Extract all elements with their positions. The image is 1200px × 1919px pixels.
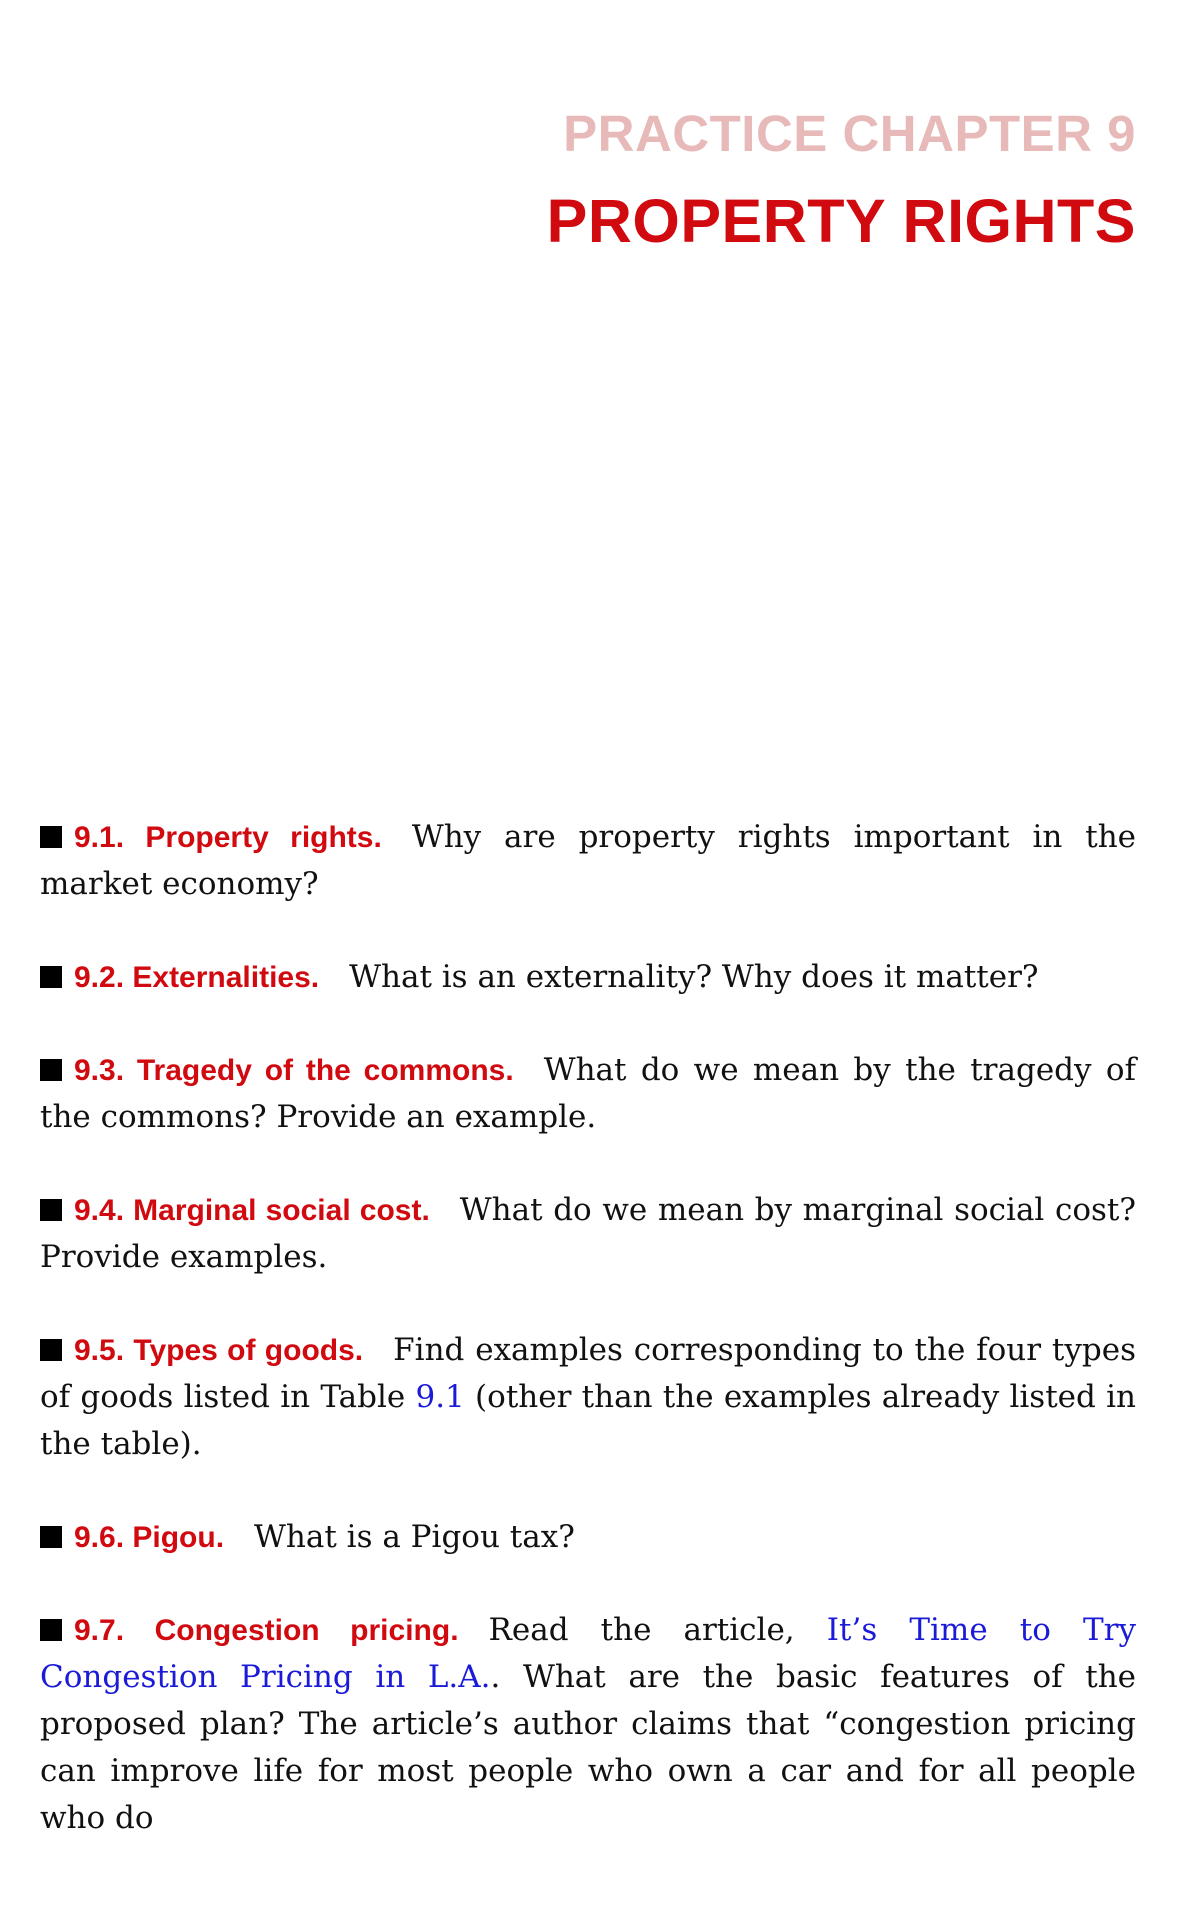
- square-bullet-icon: [40, 1199, 62, 1221]
- chapter-title: PROPERTY RIGHTS: [546, 187, 1136, 255]
- problem-9-4: [40, 1187, 1136, 1281]
- problem-9-5: [40, 1327, 1136, 1468]
- problem-text: Read the article,: [488, 1612, 827, 1648]
- problem-title: 9.7. Congestion pricing.: [74, 1614, 459, 1647]
- problem-title: 9.4. Marginal social cost.: [74, 1194, 430, 1227]
- chapter-label: PRACTICE CHAPTER 9: [563, 105, 1136, 162]
- problem-text-continued: . What are the basic features of the proposed plan? The article’s author claims that “congestion pricing can improve life for most people who own a car and for all people who do: [40, 1659, 1137, 1836]
- problem-text: What is an externality? Why does it matter?: [349, 959, 1039, 995]
- square-bullet-icon: [40, 1526, 62, 1548]
- chapter-header: [547, 104, 1136, 256]
- problem-9-6: [40, 1514, 1136, 1561]
- square-bullet-icon: [40, 1619, 62, 1641]
- square-bullet-icon: [40, 1339, 62, 1361]
- problem-list: [40, 814, 1136, 1842]
- problem-title: 9.1. Property rights.: [74, 821, 382, 854]
- problem-title: 9.5. Types of goods.: [74, 1334, 364, 1367]
- problem-9-7: [40, 1607, 1136, 1842]
- article-link[interactable]: It’s Time to Try Congestion Pricing in L.A.: [40, 1612, 1136, 1695]
- problem-text: What is a Pigou tax?: [254, 1519, 575, 1555]
- problem-title: 9.2. Externalities.: [74, 961, 320, 994]
- problem-text: Find examples corresponding to the four types of goods listed in Table: [40, 1332, 1136, 1415]
- problem-title: 9.6. Pigou.: [74, 1521, 225, 1554]
- problem-text: What do we mean by marginal social cost? Provide examples.: [40, 1192, 1136, 1275]
- square-bullet-icon: [40, 826, 62, 848]
- problem-9-3: [40, 1047, 1136, 1141]
- table-reference-link[interactable]: 9.1: [415, 1379, 465, 1415]
- square-bullet-icon: [40, 966, 62, 988]
- problem-text: Why are property rights important in the market economy?: [40, 819, 1137, 902]
- problem-9-1: [40, 814, 1136, 908]
- problem-9-2: [40, 954, 1136, 1001]
- square-bullet-icon: [40, 1059, 62, 1081]
- problem-title: 9.3. Tragedy of the commons.: [74, 1054, 514, 1087]
- problem-text-continued: (other than the examples already listed in the table).: [40, 1379, 1136, 1462]
- problem-text: What do we mean by the tragedy of the commons? Provide an example.: [40, 1052, 1136, 1135]
